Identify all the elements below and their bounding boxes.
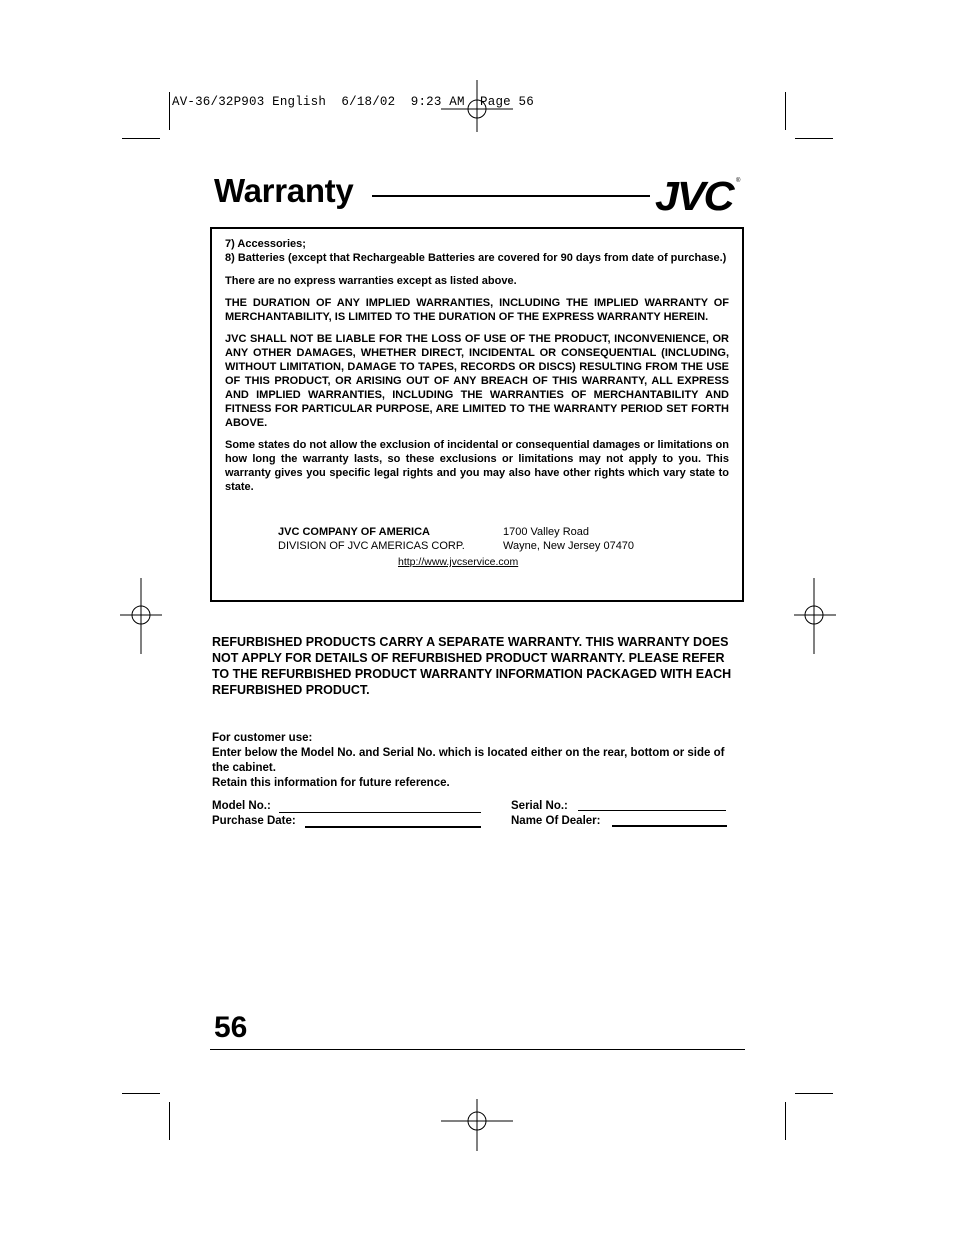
crop-mark [795,1093,833,1094]
no-express-warranty-text: There are no express warranties except as listed above. [225,275,517,287]
company-division: DIVISION OF JVC AMERICAS CORP. [278,540,465,552]
model-number-label: Model No.: [212,800,271,812]
warranty-item-7: 7) Accessories; [225,238,306,250]
address-city: Wayne, New Jersey 07470 [503,540,635,552]
purchase-date-field[interactable] [305,826,481,828]
service-website-link[interactable]: http://www.jvcservice.com [398,556,519,568]
registration-mark-icon [437,80,517,140]
dealer-name-label: Name Of Dealer: [511,815,601,827]
state-rights-text: Some states do not allow the exclusion of incidental or consequential damages or limitations on how long the warranty lasts, so these exclusions or limitations may not apply to you. This warranty gives you specific legal rights and you may also have other rights which vary state to state. [225,439,729,493]
registered-mark: ® [736,178,741,184]
implied-warranty-duration-text: THE DURATION OF ANY IMPLIED WARRANTIES, INCLUDING THE IMPLIED WARRANTY OF MERCHANTABILITY, IS LIMITED TO THE DURATION OF THE EXPRESS WARRANTY HEREIN. [225,297,729,323]
crop-mark [169,1102,170,1140]
customer-use-section [212,731,732,791]
warranty-terms-box [210,227,744,602]
liability-limitation-text: JVC SHALL NOT BE LIABLE FOR THE LOSS OF USE OF THE PRODUCT, INCONVENIENCE, OR ANY OTHER DAMAGES, WHETHER DIRECT, INCIDENTAL OR CONSEQUENTIAL (INCLUDING, WITHOUT LIMITATION, DAMAGE TO TAPES, RECORDS OR DISCS) RESULTING FROM THE USE OF THIS PRODUCT, OR ARISING OUT OF ANY BREACH OF THIS WARRANTY, ALL EXPRESS AND IMPLIED WARRANTIES, INCLUDING THE WARRANTIES OF MERCHANTABILITY AND FITNESS FOR PARTICULAR PURPOSE, ARE LIMITED TO THE WARRANTY PERIOD SET FORTH ABOVE. [225,333,729,429]
dealer-name-field[interactable] [612,825,727,827]
customer-use-instruction: Enter below the Model No. and Serial No. which is located either on the rear, bottom or side of the cabinet. [212,747,725,774]
footer-rule [210,1049,745,1050]
registration-mark-icon [437,1095,517,1155]
crop-mark [785,92,786,130]
customer-use-retain: Retain this information for future reference. [212,777,450,789]
registration-mark-icon [120,578,170,654]
serial-number-label: Serial No.: [511,800,568,812]
model-number-field[interactable] [279,812,481,813]
purchase-date-label: Purchase Date: [212,815,296,827]
page-title: Warranty [214,172,354,209]
page-number: 56 [214,1011,248,1044]
crop-mark [785,1102,786,1140]
company-name: JVC COMPANY OF AMERICA [278,526,430,538]
serial-number-field[interactable] [578,810,726,811]
title-rule [372,195,650,197]
crop-mark [122,1093,160,1094]
crop-mark [795,138,833,139]
jvc-logo: JVC [655,173,733,219]
customer-use-heading: For customer use: [212,732,313,744]
refurbished-notice: REFURBISHED PRODUCTS CARRY A SEPARATE WARRANTY. THIS WARRANTY DOES NOT APPLY FOR DETAILS OF REFURBISHED PRODUCT WARRANTY. PLEASE REFER TO THE REFURBISHED PRODUCT WARRANTY INFORMATION PACKAGED WITH EACH REFURBISHED PRODUCT. [212,635,732,697]
registration-mark-icon [790,578,840,654]
crop-mark [169,92,170,130]
print-header: AV-36/32P903 English 6/18/02 9:23 AM Page 56 [172,95,534,109]
warranty-item-8: 8) Batteries (except that Rechargeable Batteries are covered for 90 days from date of purchase.) [225,252,727,264]
crop-mark [122,138,160,139]
address-street: 1700 Valley Road [503,526,590,538]
